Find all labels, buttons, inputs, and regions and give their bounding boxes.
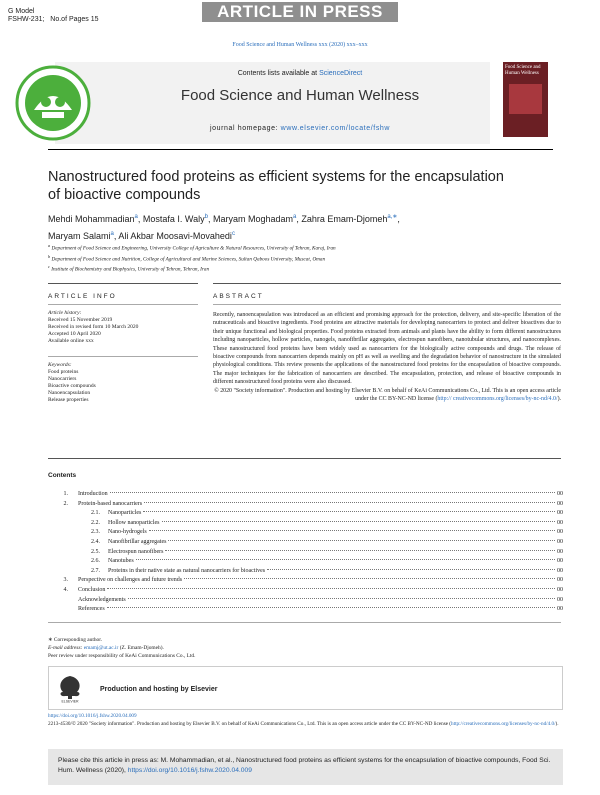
abstract-top-rule	[213, 283, 561, 284]
header-rule	[48, 149, 553, 150]
toc-page-number: 00	[557, 529, 563, 536]
citation-text: Please cite this article in press as: M. Mohammadian, et al., Nanostructured food proteins as efficient systems for the encapsulation of bioactive compounds, Food Sci. Hum. Wellness (2020), https://doi.org/10.1016/j.fshw.2020.04.009	[58, 757, 551, 774]
doi-link[interactable]: https://doi.org/10.1016/j.fshw.2020.04.009	[48, 713, 137, 719]
toc-number: 2.3.	[91, 529, 100, 536]
keyword-item: Release properties	[48, 397, 89, 403]
toc-page-number: 00	[557, 538, 563, 545]
toc-title[interactable]: Introduction	[78, 491, 108, 497]
manuscript-meta	[8, 8, 99, 24]
toc-leader	[184, 578, 555, 579]
toc-page-number: 00	[557, 500, 563, 507]
history-item: Available online xxx	[48, 338, 94, 344]
toc-page-number: 00	[557, 586, 563, 593]
toc-number: 2.2.	[91, 519, 100, 526]
toc-entry[interactable]	[48, 519, 563, 529]
history-item: Accepted 10 April 2020	[48, 331, 101, 337]
toc-number: 3.	[63, 577, 68, 584]
contents-bottom-rule	[48, 622, 561, 623]
cover-title: Food Science and Human Wellness	[505, 65, 541, 76]
toc-number: 2.7.	[91, 567, 100, 574]
affiliations	[48, 242, 558, 274]
cover-image	[509, 84, 542, 114]
toc-entry[interactable]	[48, 509, 563, 519]
toc-number: 2.1.	[91, 510, 100, 517]
toc-leader	[162, 521, 556, 522]
toc-page-number: 00	[557, 548, 563, 555]
toc-page-number: 00	[557, 596, 563, 603]
toc-leader	[144, 502, 555, 503]
journal-title: Food Science and Human Wellness	[180, 87, 420, 104]
keyword-item: Nanocarriers	[48, 376, 77, 382]
toc-entry[interactable]	[48, 500, 563, 510]
affiliation-line	[48, 263, 558, 274]
toc-entry[interactable]	[48, 605, 563, 615]
author-name[interactable]: Zahra Emam-Djomeh	[301, 214, 388, 224]
toc-leader	[107, 588, 555, 589]
citation-doi-link[interactable]: https://doi.org/10.1016/j.fshw.2020.04.009	[127, 767, 252, 774]
article-info-heading: ARTICLE INFO	[48, 293, 117, 300]
toc-page-number: 00	[557, 519, 563, 526]
table-of-contents	[48, 490, 563, 615]
author-name[interactable]: Mostafa I. Waly	[142, 214, 205, 224]
toc-title[interactable]: Protein-based nanocarriers	[78, 500, 143, 507]
toc-leader	[110, 492, 555, 493]
author-affiliation-mark[interactable]: b	[204, 214, 208, 220]
toc-number: 2.5.	[91, 548, 100, 555]
toc-page-number: 00	[557, 510, 563, 517]
journal-cover-thumbnail	[503, 62, 548, 137]
history-item: Received 15 November 2019	[48, 317, 113, 323]
toc-entry[interactable]	[48, 596, 563, 606]
author-separator: ,	[296, 214, 302, 224]
peer-review-note: Peer review under responsibility of KeAi Communications Co., Ltd.	[48, 653, 196, 659]
affiliation-text: Department of Food Science and Nutrition, College of Agricultural and Marine Sciences, Sultan Qaboos University, Muscat, Oman	[51, 256, 326, 263]
affiliation-mark: b	[48, 253, 51, 259]
article-history	[48, 310, 198, 345]
footnotes	[48, 636, 348, 660]
journal-citation-header[interactable]: Food Science and Human Wellness xxx (2020) xxx–xxx	[232, 42, 368, 48]
email-link[interactable]: emamj@ut.ac.ir	[83, 645, 119, 651]
keywords-label: Keywords:	[48, 362, 72, 368]
author-separator: ,	[397, 214, 400, 224]
author-affiliation-mark[interactable]: a	[110, 231, 114, 237]
toc-entry[interactable]	[48, 567, 563, 577]
hosting-label: Production and hosting by Elsevier	[100, 686, 218, 693]
sciencedirect-link[interactable]: ScienceDirect	[319, 70, 363, 77]
keywords-rule	[48, 356, 198, 357]
toc-page-number: 00	[557, 577, 563, 584]
author-separator: ,	[207, 214, 213, 224]
toc-entry[interactable]	[48, 538, 563, 548]
toc-entry[interactable]	[48, 490, 563, 500]
toc-entry[interactable]	[48, 548, 563, 558]
toc-entry[interactable]	[48, 576, 563, 586]
toc-leader	[168, 540, 555, 541]
abstract-bottom-rule	[48, 458, 561, 459]
toc-number: 1.	[63, 491, 68, 497]
author-affiliation-mark[interactable]: a	[134, 214, 138, 220]
author-list	[48, 210, 548, 244]
g-model-label: G Model	[8, 8, 35, 15]
toc-number: 2.	[63, 500, 68, 507]
elsevier-logo-text: ELSEVIER	[61, 699, 79, 703]
affiliation-text: Institute of Biochemistry and Biophysics, University of Tehran, Tehran, Iran	[51, 267, 210, 274]
toc-leader	[128, 598, 555, 599]
toc-title[interactable]: Nanotubes	[108, 558, 134, 565]
article-in-press-banner: ARTICLE IN PRESS	[202, 2, 398, 22]
toc-title[interactable]: Hollow nanoparticles	[108, 519, 160, 526]
toc-title[interactable]: Proteins in their native state as natural nanocarriers for bioactives	[108, 567, 266, 574]
history-label: Article history:	[48, 310, 82, 316]
info-sub-rule	[48, 304, 198, 305]
affiliation-mark: c	[48, 264, 50, 270]
abstract-copyright: © 2020 "Society information". Production and hosting by Elsevier B.V. on behalf of KeAi Communications Co., Ltd. This is an open access article under the CC BY-NC-ND license (http:// creativecommons.org/licenses/by-nc-nd/4.0/).	[214, 387, 561, 403]
toc-number: 2.4.	[91, 538, 100, 545]
toc-title[interactable]: Electrospun nanofibers	[108, 548, 164, 555]
elsevier-tree-icon	[54, 673, 86, 703]
toc-leader	[143, 511, 555, 512]
toc-page-number: 00	[557, 606, 563, 613]
author-affiliation-mark[interactable]: a,∗	[387, 214, 398, 220]
keyword-item: Bioactive compounds	[48, 383, 96, 389]
author-name[interactable]: Maryam Moghadam	[212, 214, 293, 224]
manuscript-ref: FSHW-231;	[8, 16, 45, 23]
toc-entry[interactable]	[48, 528, 563, 538]
email-line: E-mail address: emamj@ut.ac.ir (Z. Emam-Djomeh).	[48, 645, 164, 651]
info-top-rule	[48, 283, 198, 284]
contents-heading: Contents	[48, 472, 77, 479]
toc-leader	[149, 530, 555, 531]
doi-license-link[interactable]: http://creativecommons.org/licenses/by-nc-nd/4.0/	[451, 720, 556, 727]
toc-title[interactable]: Nanoparticles	[108, 510, 142, 517]
author-name[interactable]: Maryam Salami	[48, 231, 111, 241]
affiliation-text: Department of Food Science and Engineering, University College of Agriculture & Natural Resources, University of Tehran, Karaj, Iran	[51, 245, 336, 252]
toc-title[interactable]: Nanofibrillar aggregates	[108, 538, 167, 545]
contents-availability: Contents lists available at ScienceDirect	[237, 70, 363, 77]
license-link[interactable]: http:// creativecommons.org/licenses/by-nc-nd/4.0/	[437, 396, 558, 403]
keywords-block	[48, 362, 198, 404]
abstract-text: Recently, nanoencapsulation was introduced as an efficient and promising approach for the protection, delivery, and site-specific liberation of the nutraceuticals and bioactive ingredients. Food proteins are attractive materials for developing nanocarriers to protect and deliver bioactives due to their unique functional and biological properties. Food proteins extracted from animals and plants have the ability to form different nanostructures including nanoparticles, hollow particles, nanogels, nanofibrillar aggregates, electrospun nanofibers, nanotubular structures, and nanocomplexes. These nanostructured food proteins have been widely used as nanocarriers for the biologically active compounds and drugs. The release of bioactive compounds from nanocarriers depends mainly on pH as well as swelling and the degradation behavior of nanostructure in the simulated physiological conditions. This review presents the applications of the nanostructured food proteins for the encapsulation of bioactive compounds. The major techniques for the fabrication of nanocarriers are described. The encapsulation, protection, and release of bioactive compounds in different nanostructured food proteins were also discussed.	[213, 312, 561, 386]
author-name[interactable]: Mehdi Mohammadian	[48, 214, 135, 224]
abstract-body	[213, 311, 561, 403]
affiliation-line	[48, 242, 558, 253]
author-separator: ,	[137, 214, 143, 224]
toc-title[interactable]: Acknowledgements	[78, 596, 126, 603]
author-affiliation-mark[interactable]: a	[292, 214, 297, 220]
abstract-sub-rule	[213, 304, 561, 305]
toc-title[interactable]: Conclusion	[78, 586, 106, 593]
author-affiliation-mark[interactable]: c	[231, 231, 235, 237]
toc-page-number: 00	[557, 491, 563, 497]
keyword-item: Nanoencapsulation	[48, 390, 91, 396]
abstract-heading: ABSTRACT	[213, 293, 264, 300]
author-name[interactable]: Ali Akbar Moosavi-Movahedi	[118, 231, 232, 241]
history-item: Received in revised form 10 March 2020	[48, 324, 139, 330]
toc-leader	[107, 607, 555, 608]
keyword-item: Food proteins	[48, 369, 79, 375]
toc-entry[interactable]	[48, 586, 563, 596]
affiliation-line	[48, 253, 558, 264]
homepage-link[interactable]: www.elsevier.com/locate/fshw	[280, 125, 391, 132]
toc-page-number: 00	[557, 558, 563, 565]
article-title: Nanostructured food proteins as efficient systems for the encapsulation of bioactive compounds	[48, 169, 504, 203]
toc-title[interactable]: Nano-hydrogels	[108, 529, 147, 536]
toc-page-number: 00	[557, 567, 563, 574]
toc-title[interactable]: Perspective on challenges and future trends	[78, 577, 183, 584]
issn-line: 2213-4530/© 2020 "Society information". Production and hosting by Elsevier B.V. on behalf of KeAi Communications Co., Ltd. This is an open access article under the CC BY-NC-ND license (http://creativecommons.org/licenses/by-nc-nd/4.0/).	[48, 720, 559, 727]
toc-number: 2.6.	[91, 558, 100, 565]
toc-entry[interactable]	[48, 557, 563, 567]
toc-leader	[267, 569, 555, 570]
journal-homepage: journal homepage: www.elsevier.com/locate/fshw	[209, 125, 391, 132]
page-count: No.of Pages 15	[50, 16, 99, 23]
corresponding-note: ∗ Corresponding author.	[48, 637, 103, 643]
author-separator: ,	[113, 231, 119, 241]
affiliation-mark: a	[48, 243, 51, 248]
toc-number: 4.	[63, 586, 68, 593]
toc-leader	[165, 550, 555, 551]
doi-block	[48, 713, 563, 728]
toc-title[interactable]: References	[78, 606, 105, 613]
toc-leader	[136, 559, 555, 560]
